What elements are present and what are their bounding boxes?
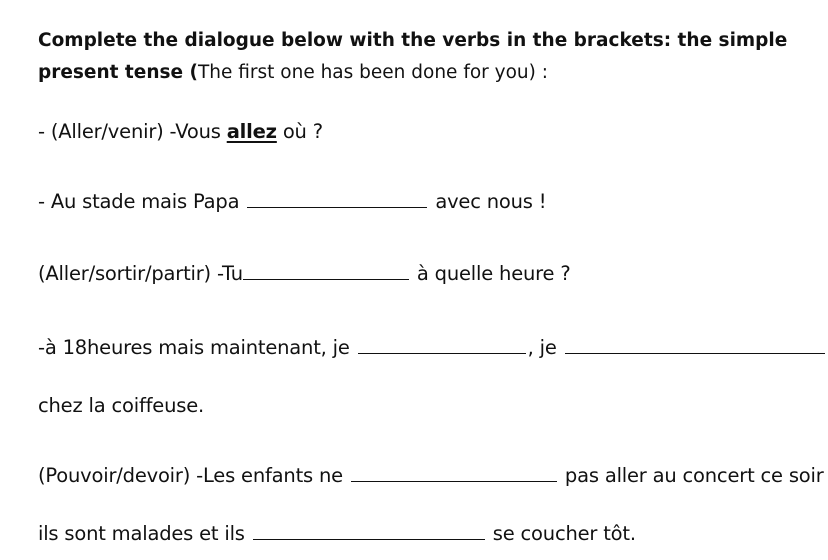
instructions-bold-part: present tense ( [38,62,198,83]
dialogue-line-6 [38,464,824,487]
instructions-note: The first one has been done for you) : [197,62,548,83]
line-2-prompt: - Au stade mais Papa [38,190,246,213]
line-7-end: se coucher tôt. [486,522,636,545]
answer-blank-2[interactable] [243,278,409,280]
dialogue-line-3 [38,262,570,285]
dialogue-line-7 [38,522,636,545]
line-6-end: pas aller au concert ce soir [558,464,824,487]
line-4-middle: , je [527,336,563,359]
dialogue-line-4 [38,336,827,359]
answer-blank-1[interactable] [247,206,427,208]
line-1-end: où ? [276,120,323,143]
answer-blank-3[interactable] [358,352,526,354]
answer-blank-5[interactable] [351,480,557,482]
example-answer: allez [226,120,277,143]
line-3-prompt: (Aller/sortir/partir) -Tu [38,262,243,285]
instructions-line-1: Complete the dialogue below with the verbs in the brackets: the simple [38,30,788,51]
dialogue-line-5: chez la coiffeuse. [38,394,204,417]
answer-blank-6[interactable] [253,538,485,540]
line-7-prompt: ils sont malades et ils [38,522,251,545]
line-1-prompt: - (Aller/venir) -Vous [38,120,227,143]
answer-blank-4[interactable] [565,352,825,354]
line-4-prompt: -à 18heures mais maintenant, je [38,336,356,359]
line-3-end: à quelle heure ? [410,262,571,285]
line-6-prompt: (Pouvoir/devoir) -Les enfants ne [38,464,349,487]
dialogue-line-2 [38,190,546,213]
instructions-line-2 [38,62,548,83]
dialogue-line-1 [38,120,323,143]
line-2-end: avec nous ! [429,190,547,213]
